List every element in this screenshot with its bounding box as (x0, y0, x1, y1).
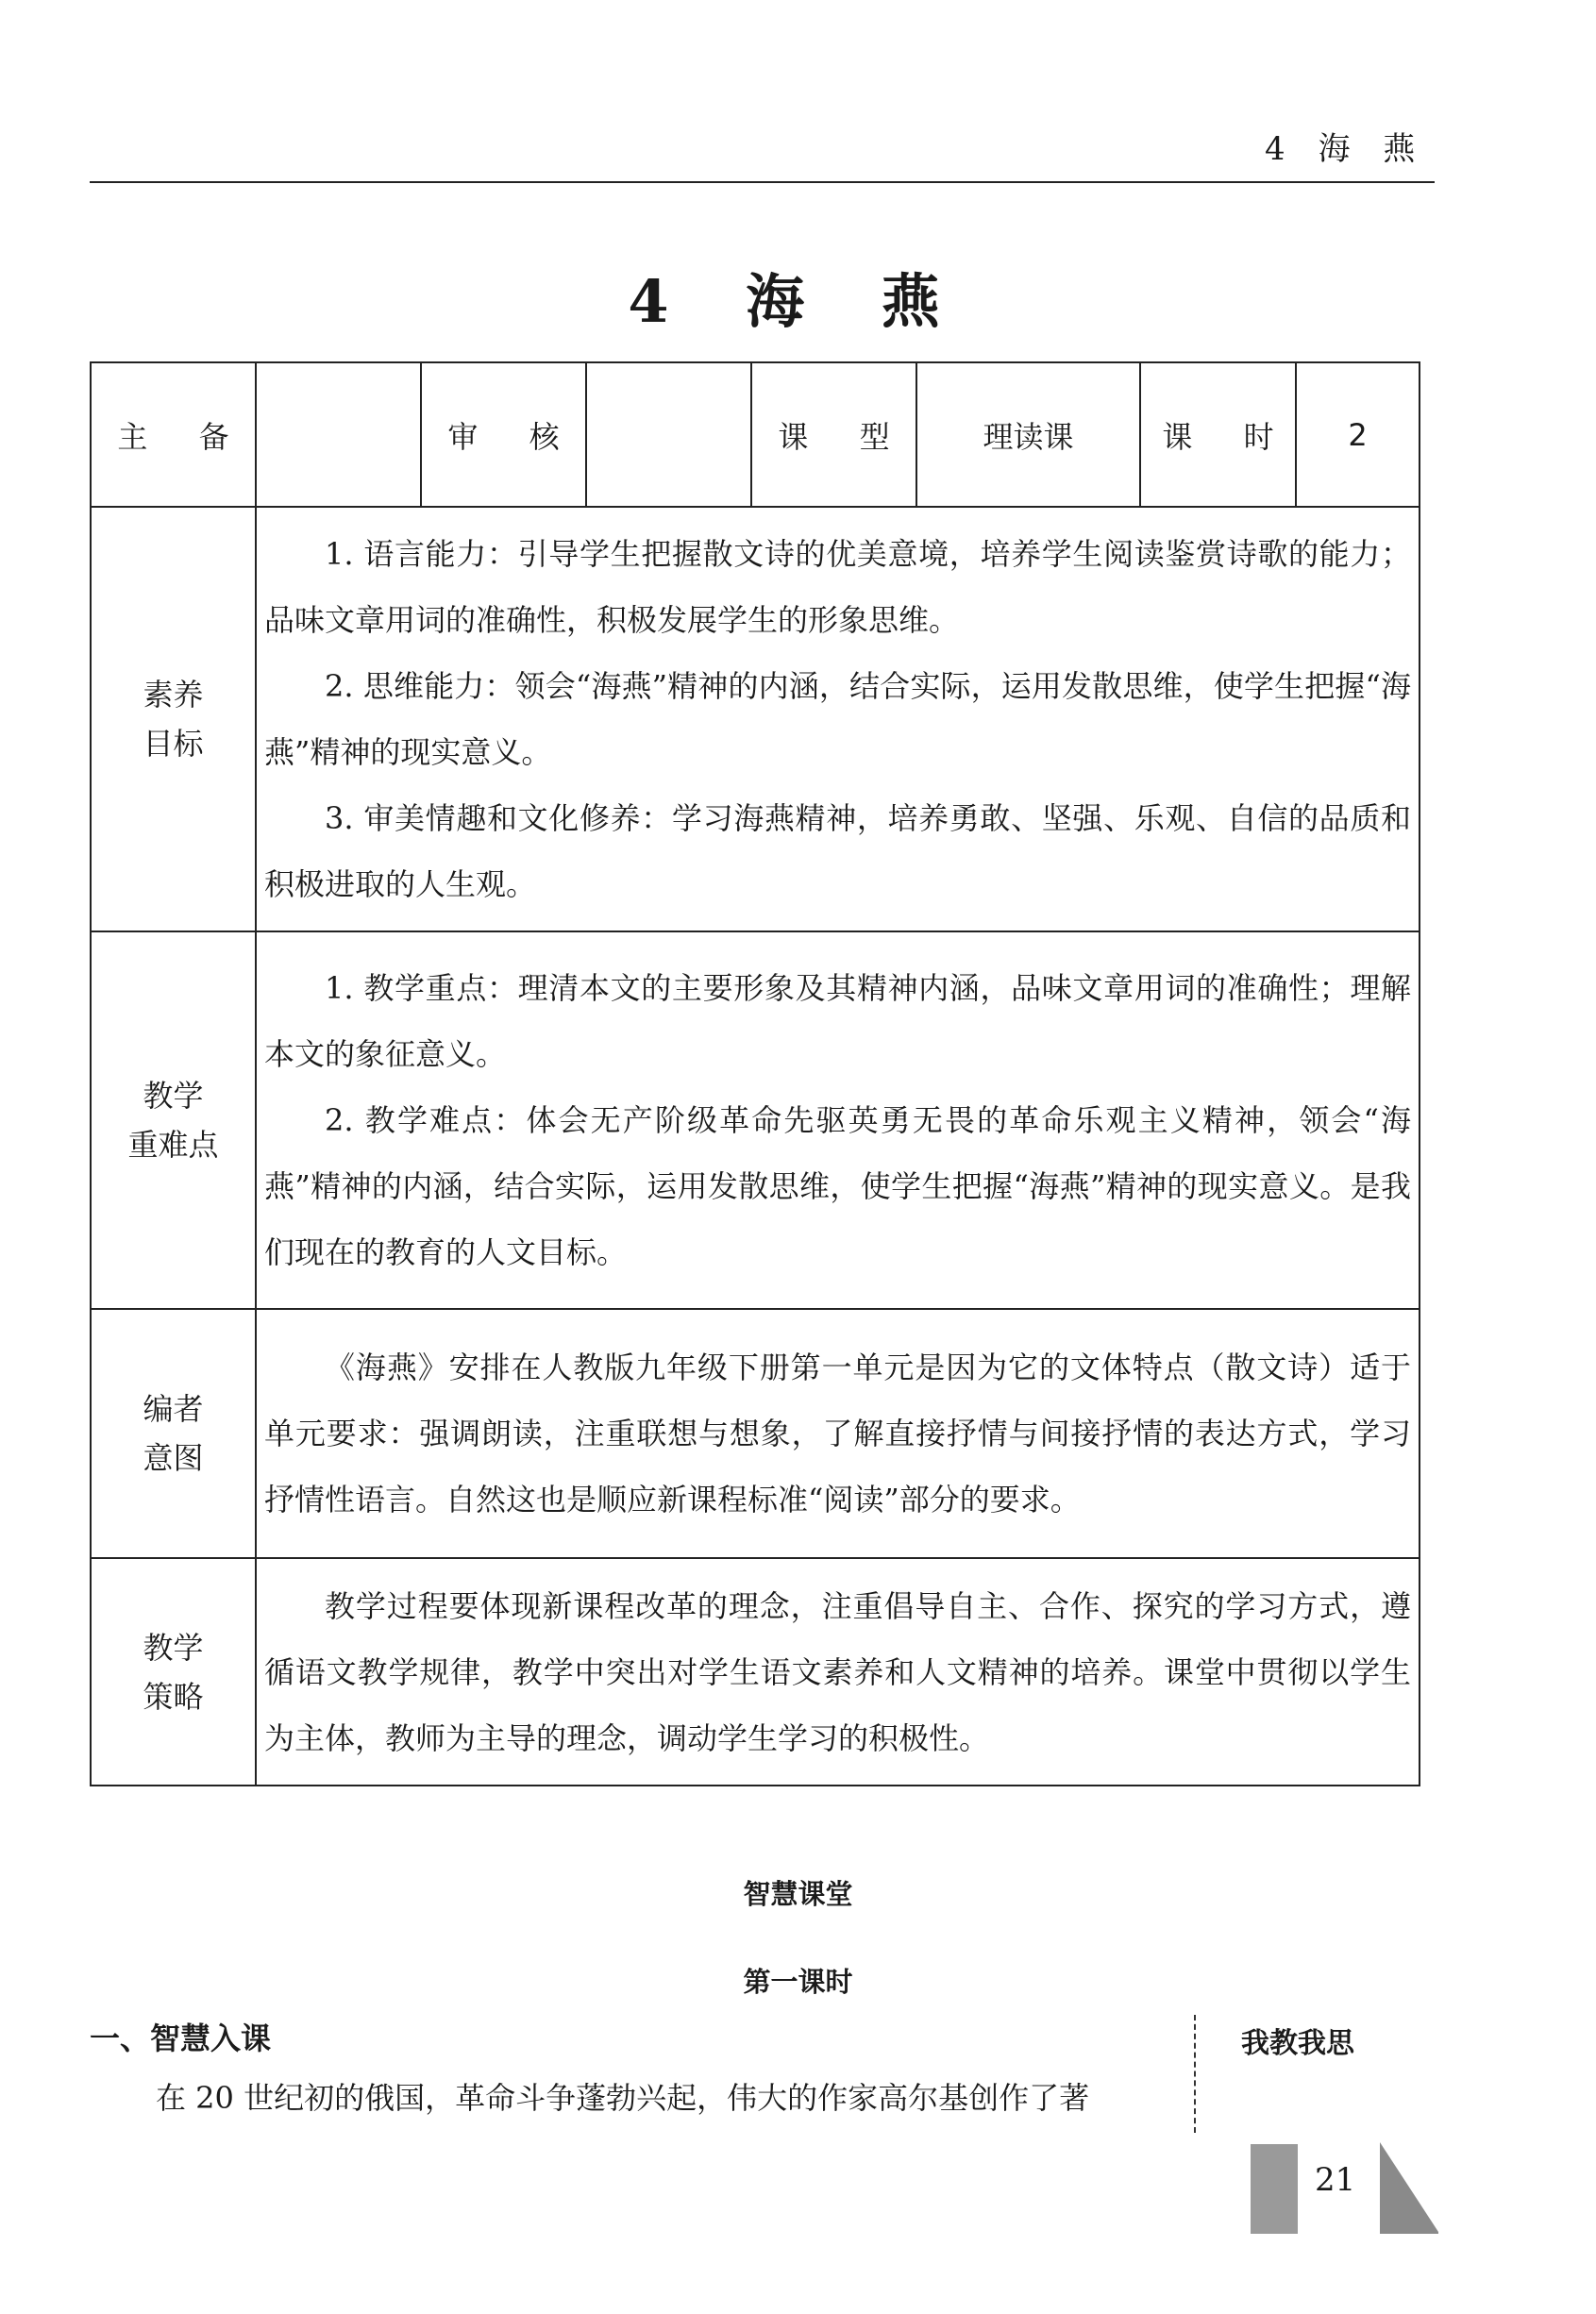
lesson-type-value: 理读课 (916, 362, 1140, 507)
header-divider (90, 181, 1435, 183)
table-row (91, 1309, 1420, 1558)
paragraph: 1. 语言能力：引导学生把握散文诗的优美意境，培养学生阅读鉴赏诗歌的能力；品味文章用词的准确性，积极发展学生的形象思维。 (264, 536, 1411, 638)
lesson-type-label: 课 型 (751, 362, 916, 507)
table-row (91, 507, 1420, 931)
row-label-competency-goals: 素养 目标 (91, 507, 256, 931)
intro-text: 在 20 世纪初的俄国，革命斗争蓬勃兴起，伟大的作家高尔基创作了著 (156, 2080, 1090, 2116)
table-row (91, 931, 1420, 1309)
row-label-editor-intent: 编者 意图 (91, 1309, 256, 1558)
running-header-title: 4 海 燕 (1265, 130, 1427, 168)
lesson-title: 4 海 燕 (628, 267, 968, 336)
row-label-teaching-strategy: 教学 策略 (91, 1558, 256, 1786)
section-title: 智慧课堂 (743, 1878, 853, 1910)
paragraph: 教学过程要体现新课程改革的理念，注重倡导自主、合作、探究的学习方式，遵循语文教学规律，教学中突出对学生语文素养和人文精神的培养。课堂中贯彻以学生为主体，教师为主导的理念，调动学生学习的积极性。 (264, 1587, 1411, 1756)
row-content-teaching-strategy (256, 1558, 1420, 1786)
paragraph: 2. 思维能力：领会“海燕”精神的内涵，结合实际，运用发散思维，使学生把握“海燕”精神的现实意义。 (264, 668, 1411, 770)
period-title: 第一课时 (743, 1966, 853, 1998)
row-content-competency-goals (256, 507, 1420, 931)
reviewer-value (586, 362, 751, 507)
row-label-key-points: 教学 重难点 (91, 931, 256, 1309)
page-corner-triangle (1380, 2142, 1438, 2232)
row-content-editor-intent (256, 1309, 1420, 1558)
page-number: 21 (1315, 2161, 1356, 2199)
paragraph: 1. 教学重点：理清本文的主要形象及其精神内涵，品味文章用词的准确性；理解本文的象征意义。 (264, 970, 1411, 1072)
intro-heading: 一、智慧入课 (90, 2021, 272, 2056)
row-content-key-points (256, 931, 1420, 1309)
planner-label: 主 备 (91, 362, 256, 507)
page-marker-block (1251, 2144, 1298, 2234)
reviewer-label: 审 核 (421, 362, 586, 507)
planner-value (256, 362, 421, 507)
margin-divider (1194, 2015, 1196, 2133)
paragraph: 3. 审美情趣和文化修养：学习海燕精神，培养勇敢、坚强、乐观、自信的品质和积极进取的人生观。 (264, 800, 1411, 902)
page-corner-edge (1380, 2232, 1438, 2234)
table-row (91, 1558, 1420, 1786)
paragraph: 《海燕》安排在人教版九年级下册第一单元是因为它的文体特点（散文诗）适于单元要求：强调朗读，注重联想与想象，了解直接抒情与间接抒情的表达方式，学习抒情性语言。自然这也是顺应新课程标准“阅读”部分的要求。 (264, 1350, 1411, 1518)
lesson-plan-table (90, 361, 1420, 1786)
class-hours-value: 2 (1296, 362, 1420, 507)
table-head-row (91, 362, 1420, 507)
class-hours-label: 课 时 (1140, 362, 1296, 507)
paragraph: 2. 教学难点：体会无产阶级革命先驱英勇无畏的革命乐观主义精神，领会“海燕”精神的内涵，结合实际，运用发散思维，使学生把握“海燕”精神的现实意义。是我们现在的教育的人文目标。 (264, 1102, 1411, 1270)
margin-note-title: 我教我思 (1241, 2027, 1354, 2060)
